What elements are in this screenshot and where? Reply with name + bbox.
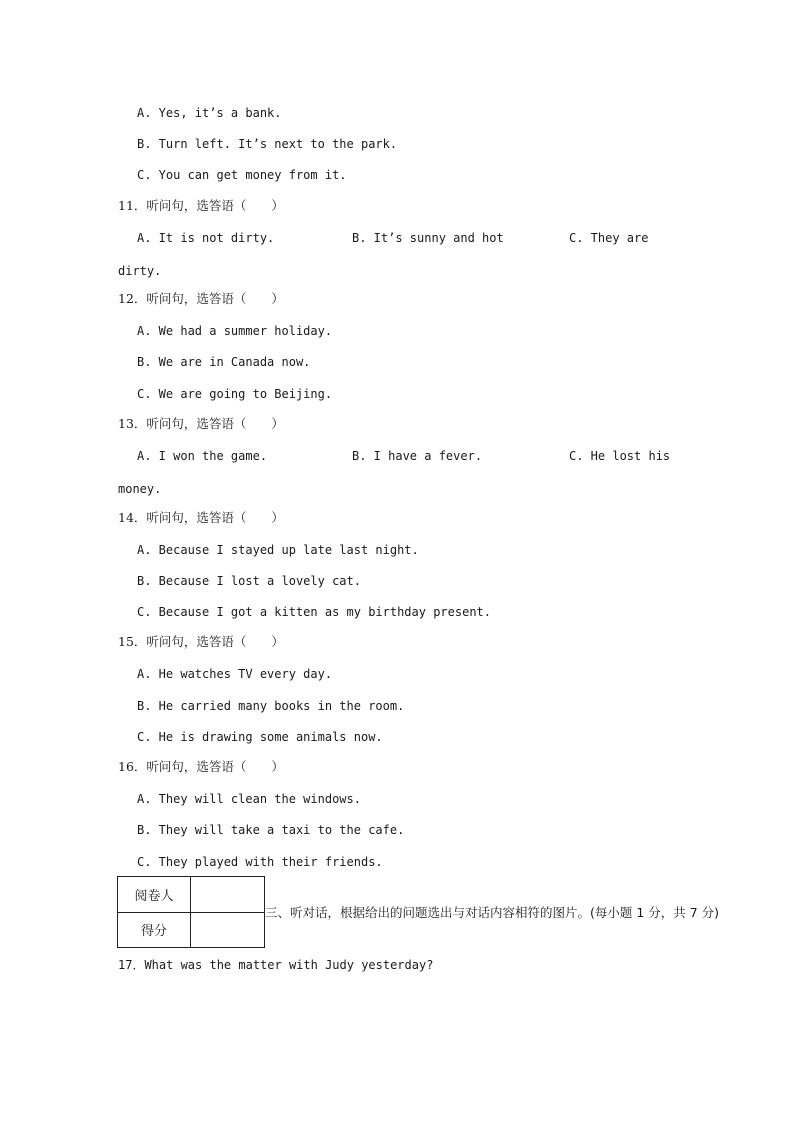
q17-stem: 17．What was the matter with Judy yesterday? (118, 958, 434, 972)
q16-stem: 16．听问句，选答语（ ） (118, 759, 284, 774)
q12-option-a: A. We had a summer holiday. (137, 324, 333, 338)
q11-option-c: C. They are (569, 231, 649, 245)
reviewer-cell[interactable] (191, 877, 265, 913)
q14-option-b: B. Because I lost a lovely cat. (137, 574, 361, 588)
score-label: 得分 (118, 912, 191, 948)
q13-option-a: A. I won the game. (137, 449, 268, 463)
q15-option-c: C. He is drawing some animals now. (137, 730, 383, 744)
q16-option-c: C. They played with their friends. (137, 855, 383, 869)
q10-option-b: B. Turn left. It’s next to the park. (137, 137, 398, 151)
score-box (117, 876, 265, 948)
q15-option-b: B. He carried many books in the room. (137, 699, 405, 713)
section-3-title: 三、听对话，根据给出的问题选出与对话内容相符的图片。(每小题 1 分，共 7 分) (265, 905, 720, 920)
q11-option-b: B. It’s sunny and hot (352, 231, 504, 245)
q12-option-c: C. We are going to Beijing. (137, 387, 333, 401)
q16-option-b: B. They will take a taxi to the cafe. (137, 823, 405, 837)
reviewer-label: 阅卷人 (118, 877, 191, 913)
q14-stem: 14．听问句，选答语（ ） (118, 510, 284, 525)
q13-stem: 13．听问句，选答语（ ） (118, 416, 284, 431)
q12-stem: 12．听问句，选答语（ ） (118, 291, 284, 306)
q13-option-c-continued: money. (118, 482, 162, 496)
score-cell[interactable] (191, 912, 265, 948)
q12-option-b: B. We are in Canada now. (137, 355, 311, 369)
q10-option-a: A. Yes, it’s a bank. (137, 106, 282, 120)
q11-stem: 11．听问句，选答语（ ） (118, 198, 284, 213)
q15-option-a: A. He watches TV every day. (137, 667, 333, 681)
q10-option-c: C. You can get money from it. (137, 168, 347, 182)
q15-stem: 15．听问句，选答语（ ） (118, 634, 284, 649)
q11-option-a: A. It is not dirty. (137, 231, 275, 245)
q13-option-c: C. He lost his (569, 449, 671, 463)
q11-option-c-continued: dirty. (118, 264, 162, 278)
q14-option-c: C. Because I got a kitten as my birthday present. (137, 605, 492, 619)
q14-option-a: A. Because I stayed up late last night. (137, 543, 419, 557)
q16-option-a: A. They will clean the windows. (137, 792, 361, 806)
q13-option-b: B. I have a fever. (352, 449, 483, 463)
